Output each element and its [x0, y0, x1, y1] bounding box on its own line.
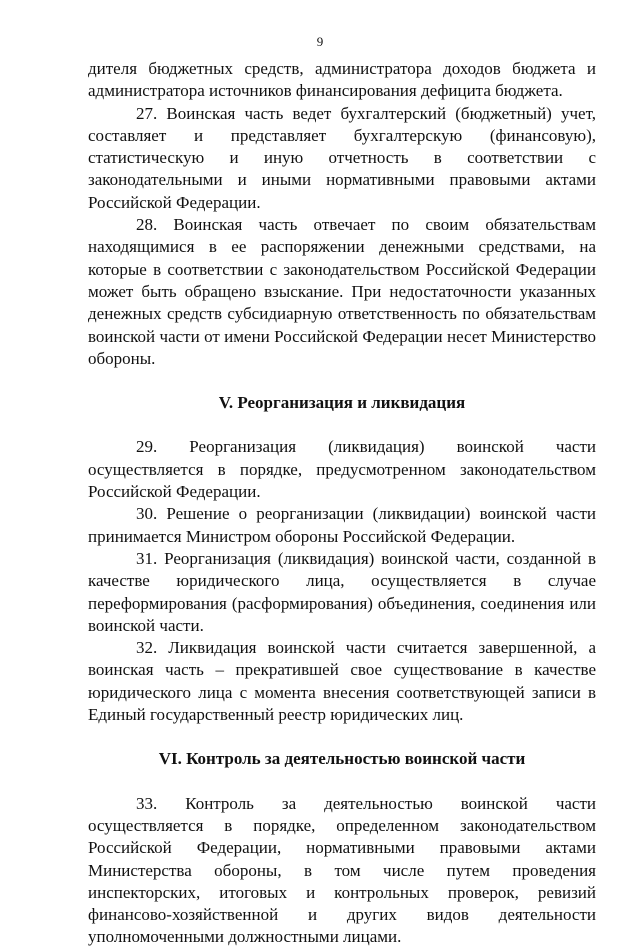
- paragraph-30: 30. Решение о реорганизации (ликвидации) воинской части принимается Министром обороны Российской Федерации.: [88, 504, 596, 546]
- paragraph-29: 29. Реорганизация (ликвидация) воинской части осуществляется в порядке, предусмотренном законодательством Российской Федерации.: [88, 437, 596, 502]
- paragraph-27: 27. Воинская часть ведет бухгалтерский (бюджетный) учет, составляет и представляет бухгалтерскую (финансовую), статистическую и иную отчетность в соответствии с законодательными и иными нормативными правовыми актами Российской Федерации.: [88, 103, 596, 212]
- paragraph-32: 32. Ликвидация воинской части считается завершенной, а воинская часть – прекратившей свое существование в качестве юридического лица с момента внесения соответствующей записи в Единый государственный реестр юридических лиц.: [88, 638, 596, 725]
- paragraph-continuation: дителя бюджетных средств, администратора доходов бюджета и администратора источников финансирования дефицита бюджета.: [88, 59, 596, 101]
- paragraph-28: 28. Воинская часть отвечает по своим обязательствам находящимися в ее распоряжении денежными средствами, на которые в соответствии с законодательством Российской Федерации может быть обращено взыскание. При недостаточности указанных денежных средств субсидиарную ответственность по обязательствам воинской части от имени Российской Федерации несет Министерство обороны.: [88, 215, 596, 368]
- section-heading-vi: VI. Контроль за деятельностью воинской части: [158, 749, 526, 769]
- document-body: [88, 58, 596, 949]
- paragraph-31: 31. Реорганизация (ликвидация) воинской части, созданной в качестве юридического лица, осуществляется в случае переформирования (расформирования) объединения, соединения или воинской части.: [88, 548, 596, 635]
- page-number: 9: [316, 34, 324, 49]
- section-heading-v: V. Реорганизация и ликвидация: [218, 393, 466, 413]
- paragraph-33: 33. Контроль за деятельностью воинской части осуществляется в порядке, определенном законодательством Российской Федерации, нормативными правовыми актами Министерства обороны, в том числе путем проведения инспекторских, итоговых и контрольных проверок, ревизий финансово-хозяйственной и других видов деятельности уполномоченными должностными лицами.: [88, 793, 596, 947]
